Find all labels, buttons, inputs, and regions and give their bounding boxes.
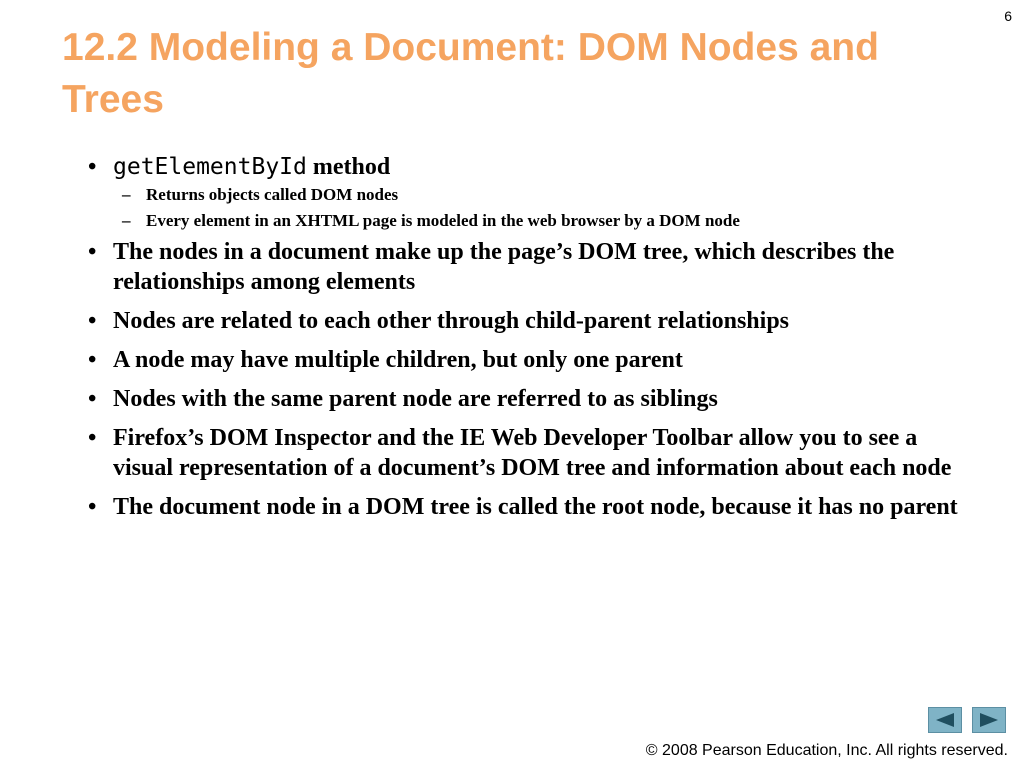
bullet-item (88, 306, 968, 336)
bullet-item (88, 345, 968, 375)
slide-navigation (928, 707, 1006, 733)
copyright-footer: © 2008 Pearson Education, Inc. All rights reserved. (645, 742, 1008, 759)
bullet-dot: • (88, 425, 97, 451)
sub-bullet-item (88, 208, 968, 234)
bullet-dot: • (88, 347, 97, 373)
sub-bullet-text: Returns objects called DOM nodes (146, 185, 399, 204)
sub-list (88, 182, 968, 234)
dash-marker: – (122, 211, 131, 230)
code-term: getElementById (113, 154, 307, 180)
slide-title: 12.2 Modeling a Document: DOM Nodes and Trees (62, 26, 879, 121)
slide-content (88, 152, 968, 531)
page-number: 6 (1004, 8, 1012, 24)
bullet-dot: • (88, 494, 97, 520)
bullet-text: Nodes are related to each other through child-parent relationships (113, 308, 790, 334)
bullet-dot: • (88, 386, 97, 412)
bullet-dot: • (88, 239, 97, 265)
bullet-item (88, 384, 968, 414)
bullet-text: The document node in a DOM tree is called the root node, because it has no parent (113, 494, 958, 520)
right-arrow-icon (978, 712, 1000, 728)
bullet-item (88, 152, 968, 182)
bullet-text: method (306, 154, 391, 180)
bullet-text: Firefox’s DOM Inspector and the IE Web Developer Toolbar allow you to see a visual representation of a document’s DOM tree and information about each node (113, 425, 952, 481)
next-slide-button[interactable] (972, 707, 1006, 733)
left-arrow-icon (934, 712, 956, 728)
dash-marker: – (122, 185, 131, 204)
bullet-text: The nodes in a document make up the page’s DOM tree, which describes the relationships among elements (113, 239, 895, 295)
bullet-item (88, 423, 968, 483)
bullet-dot: • (88, 308, 97, 334)
bullet-text: Nodes with the same parent node are referred to as siblings (113, 386, 718, 412)
bullet-item (88, 237, 968, 297)
bullet-item (88, 492, 968, 522)
bullet-dot: • (88, 154, 97, 180)
sub-bullet-item (88, 182, 968, 208)
previous-slide-button[interactable] (928, 707, 962, 733)
bullet-text: A node may have multiple children, but only one parent (113, 347, 683, 373)
sub-bullet-text: Every element in an XHTML page is modeled in the web browser by a DOM node (146, 211, 740, 230)
